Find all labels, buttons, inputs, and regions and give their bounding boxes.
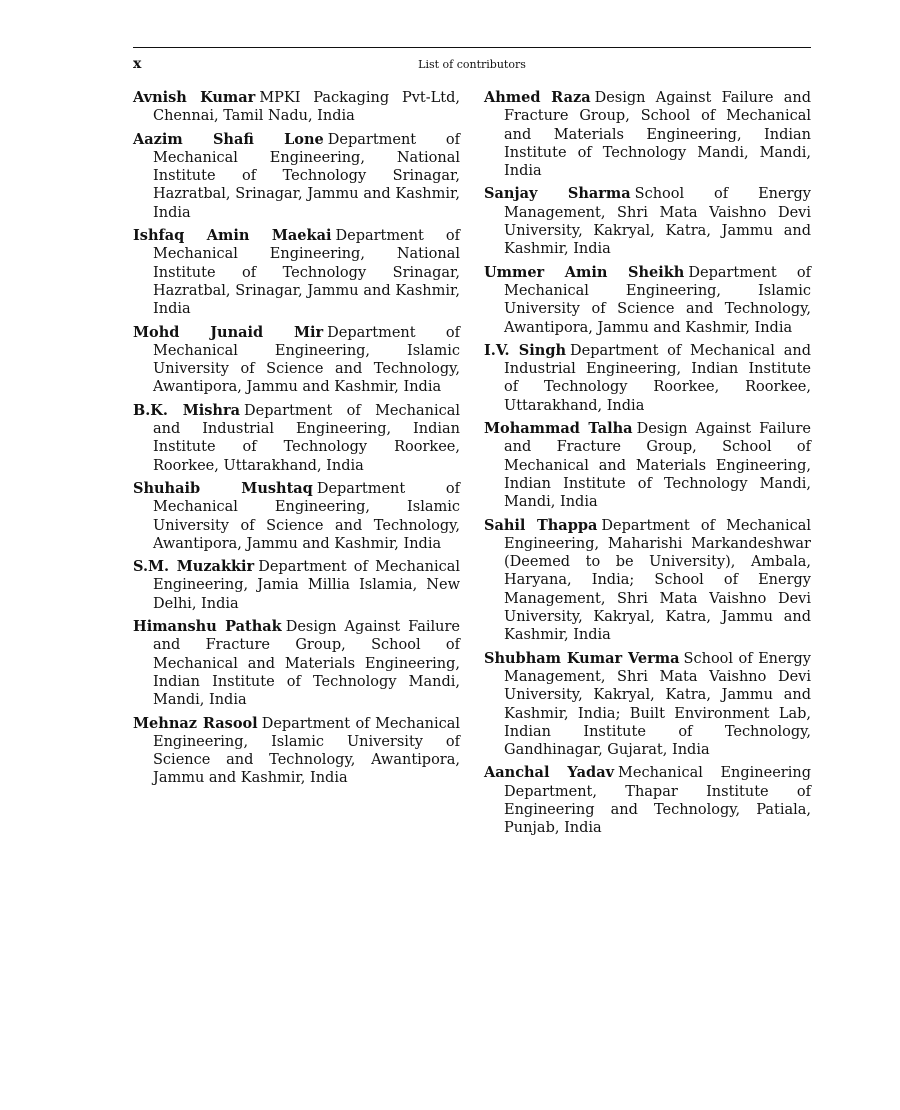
contributor-entry xyxy=(484,764,811,837)
page-number: x xyxy=(133,56,142,72)
contributor-affiliation: Design Against Failure and Fracture Group, School of Mechanical and Materials Engineering, Indian Institute of Technology Mandi, Mandi, India xyxy=(504,421,811,511)
contributor-name: Aanchal Yadav xyxy=(484,764,615,782)
contributor-name: Shuhaib Mushtaq xyxy=(133,479,313,497)
contributor-entry xyxy=(484,89,811,180)
contributor-name: Sahil Thappa xyxy=(484,516,598,534)
contributors-column-left xyxy=(133,89,460,793)
contributor-affiliation: Design Against Failure and Fracture Group, School of Mechanical and Materials Engineering, Indian Institute of Technology Mandi, Mandi, India xyxy=(153,619,460,709)
contributor-affiliation: Department of Mechanical and Industrial Engineering, Indian Institute of Technology Roorkee, Roorkee, Uttarakhand, India xyxy=(504,342,811,414)
contributor-affiliation: MPKI Packaging Pvt-Ltd, Chennai, Tamil Nadu, India xyxy=(153,90,460,125)
contributor-entry xyxy=(133,558,460,613)
contributor-name: Mehnaz Rasool xyxy=(133,714,258,732)
contributor-entry xyxy=(133,715,460,788)
contributor-name: I.V. Singh xyxy=(484,341,567,359)
contributor-affiliation: Design Against Failure and Fracture Group, School of Mechanical and Materials Engineering, Indian Institute of Technology Mandi, Mandi, India xyxy=(504,90,811,180)
contributor-name: Sanjay Sharma xyxy=(484,185,631,203)
contributor-name: Himanshu Pathak xyxy=(133,618,282,636)
contributor-name: Avnish Kumar xyxy=(133,89,256,106)
contributor-entry xyxy=(133,89,460,126)
contributor-entry xyxy=(133,402,460,475)
contributor-entry xyxy=(484,420,811,511)
contributor-name: Ahmed Raza xyxy=(484,89,591,106)
contributor-affiliation: Mechanical Engineering Department, Thapar Institute of Engineering and Technology, Patiala, Punjab, India xyxy=(504,765,811,837)
contributor-entry xyxy=(133,618,460,709)
contributor-affiliation: Department of Mechanical Engineering, Islamic University of Science and Technology, Awantipora, Jammu and Kashmir, India xyxy=(153,480,460,552)
contributor-entry xyxy=(484,517,811,645)
contributor-affiliation: Department of Mechanical Engineering, Jamia Millia Islamia, New Delhi, India xyxy=(153,559,460,612)
contributor-entry xyxy=(133,227,460,318)
contributor-affiliation: Department of Mechanical Engineering, National Institute of Technology Srinagar, Hazratbal, Srinagar, Jammu and Kashmir, India xyxy=(153,131,461,221)
contributor-affiliation: Department of Mechanical Engineering, Islamic University of Science and Technology, Awantipora, Jammu and Kashmir, India xyxy=(504,264,811,336)
contributor-entry xyxy=(484,264,811,337)
contributor-name: B.K. Mishra xyxy=(133,401,240,419)
contributor-affiliation: Department of Mechanical Engineering, Islamic University of Science and Technology, Awantipora, Jammu and Kashmir, India xyxy=(153,715,460,787)
contributor-name: Mohd Junaid Mir xyxy=(133,323,324,341)
running-title: List of contributors xyxy=(418,58,526,71)
contributor-entry xyxy=(484,185,811,258)
contributor-affiliation: School of Energy Management, Shri Mata Vaishno Devi University, Kakryal, Katra, Jammu and Kashmir, India xyxy=(504,186,812,258)
contributor-name: Ummer Amin Sheikh xyxy=(484,263,685,281)
contributors-column-right xyxy=(484,89,811,843)
contributor-entry xyxy=(133,480,460,553)
contributor-name: Aazim Shafi Lone xyxy=(133,130,324,148)
contributor-entry xyxy=(133,324,460,397)
contributor-affiliation: Department of Mechanical Engineering, National Institute of Technology Srinagar, Hazratbal, Srinagar, Jammu and Kashmir, India xyxy=(153,228,461,318)
contributor-name: S.M. Muzakkir xyxy=(133,558,255,576)
contributor-affiliation: Department of Mechanical Engineering, Islamic University of Science and Technology, Awantipora, Jammu and Kashmir, India xyxy=(153,324,461,396)
contributor-affiliation: Department of Mechanical Engineering, Maharishi Markandeshwar (Deemed to be University), Ambala, Haryana, India; School of Energy Management, Shri Mata Vaishno Devi University, Kakryal, Katra, Jammu and Kashmir, India xyxy=(504,517,811,644)
contributor-name: Shubham Kumar Verma xyxy=(484,649,680,667)
contributor-affiliation: School of Energy Management, Shri Mata Vaishno Devi University, Kakryal, Katra, Jammu and Kashmir, India; Built Environment Lab, Indian Institute of Technology, Gandhinagar, Gujarat, India xyxy=(504,650,812,759)
contributor-name: Mohammad Talha xyxy=(484,420,633,438)
contributor-affiliation: Department of Mechanical and Industrial Engineering, Indian Institute of Technology Roorkee, Roorkee, Uttarakhand, India xyxy=(153,402,460,474)
contributor-entry xyxy=(484,342,811,415)
contributor-entry xyxy=(133,131,460,222)
contributor-entry xyxy=(484,650,811,760)
header-rule xyxy=(133,47,811,48)
contributor-name: Ishfaq Amin Maekai xyxy=(133,227,332,245)
